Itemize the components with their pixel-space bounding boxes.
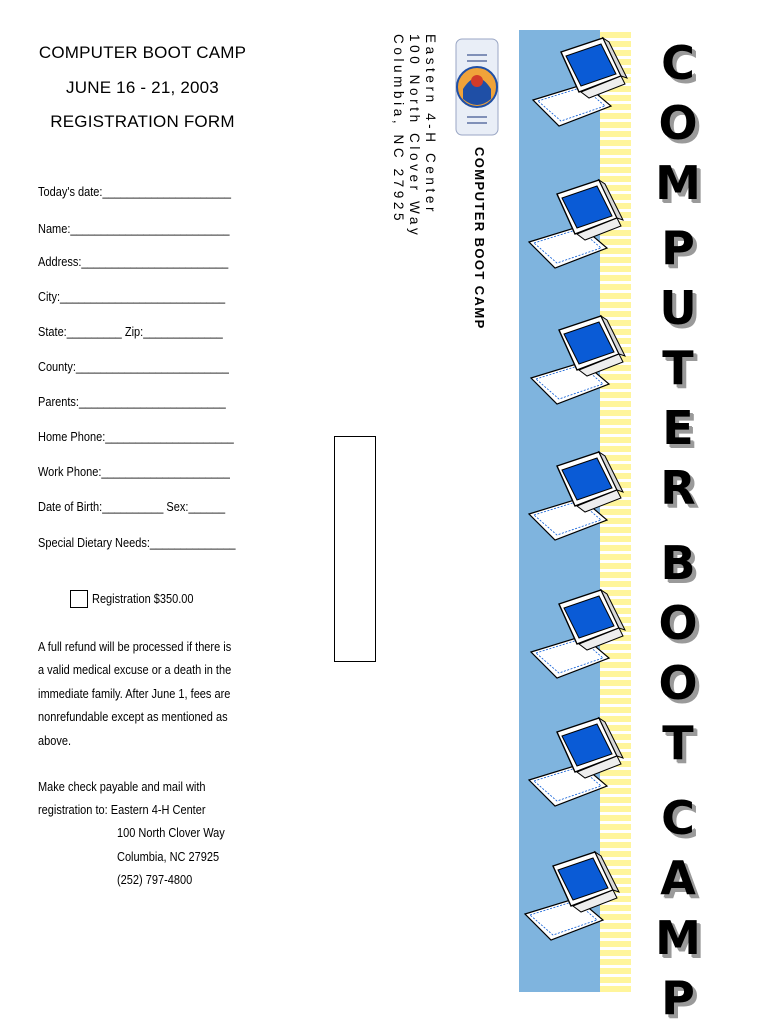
side-title: COMPUTER BOOT CAMP bbox=[472, 147, 487, 330]
computer-icon bbox=[531, 316, 625, 404]
form-subtitle: REGISTRATION FORM bbox=[50, 112, 235, 131]
big-letter: U bbox=[659, 281, 697, 335]
big-letter: A bbox=[660, 851, 696, 905]
refund-line: A full refund will be processed if there is bbox=[38, 640, 232, 654]
refund-line: above. bbox=[38, 734, 72, 748]
mail-address-line: 100 North Clover Way bbox=[117, 826, 225, 840]
mail-address-line: (252) 797-4800 bbox=[117, 873, 193, 887]
form-dates: JUNE 16 - 21, 2003 bbox=[66, 78, 219, 97]
refund-line: immediate family. After June 1, fees are bbox=[38, 687, 231, 701]
mail-instruction-line: registration to: Eastern 4-H Center bbox=[38, 803, 206, 817]
big-letter: C bbox=[661, 791, 695, 845]
big-letter: O bbox=[658, 656, 698, 710]
big-letter: O bbox=[658, 96, 698, 150]
computer-icon bbox=[529, 180, 623, 268]
name-field[interactable]: Name:__________________________ bbox=[38, 222, 230, 236]
return-address-line2: 100 North Clover Way bbox=[407, 34, 422, 239]
big-letter: P bbox=[661, 221, 695, 275]
city-field[interactable]: City:___________________________ bbox=[38, 290, 226, 304]
mail-address-line: Columbia, NC 27925 bbox=[117, 850, 220, 864]
mail-instruction-line: Make check payable and mail with bbox=[38, 780, 206, 794]
return-address-line3: Columbia, NC 27925 bbox=[391, 34, 406, 225]
refund-line: nonrefundable except as mentioned as bbox=[38, 710, 228, 724]
big-letter: C bbox=[661, 36, 695, 90]
big-letter: T bbox=[662, 341, 694, 395]
big-letter: E bbox=[662, 401, 694, 455]
refund-line: a valid medical excuse or a death in the bbox=[38, 663, 232, 677]
computer-illustrations bbox=[519, 30, 631, 992]
dietary-needs-field[interactable]: Special Dietary Needs:______________ bbox=[38, 536, 236, 550]
computer-icon bbox=[529, 718, 623, 806]
registration-label: Registration $350.00 bbox=[92, 592, 194, 606]
computer-icon bbox=[525, 852, 619, 940]
work-phone-field[interactable]: Work Phone:_____________________ bbox=[38, 465, 230, 479]
big-letter: R bbox=[660, 461, 696, 515]
state-zip-field[interactable]: State:_________ Zip:_____________ bbox=[38, 325, 223, 339]
big-letter: T bbox=[662, 716, 694, 770]
address-field[interactable]: Address:________________________ bbox=[38, 255, 229, 269]
big-letter: M bbox=[655, 156, 701, 210]
stamp-box bbox=[334, 436, 376, 662]
computer-icon bbox=[531, 590, 625, 678]
home-phone-field[interactable]: Home Phone:_____________________ bbox=[38, 430, 234, 444]
return-address-line1: Eastern 4-H Center bbox=[423, 34, 438, 216]
big-letter: P bbox=[661, 971, 695, 1025]
parents-field[interactable]: Parents:________________________ bbox=[38, 395, 226, 409]
form-title: COMPUTER BOOT CAMP bbox=[38, 43, 247, 62]
big-letter: B bbox=[660, 536, 696, 590]
registration-checkbox[interactable] bbox=[70, 590, 88, 608]
big-letter: O bbox=[658, 596, 698, 650]
computer-boot-camp-vertical-title bbox=[648, 30, 708, 1025]
computer-icon bbox=[533, 38, 627, 126]
big-letter: M bbox=[655, 911, 701, 965]
4h-center-logo bbox=[453, 37, 501, 137]
dob-sex-field[interactable]: Date of Birth:__________ Sex:______ bbox=[38, 500, 226, 514]
computer-icon bbox=[529, 452, 623, 540]
todays-date-field[interactable]: Today's date:_____________________ bbox=[38, 185, 231, 199]
county-field[interactable]: County:_________________________ bbox=[38, 360, 229, 374]
